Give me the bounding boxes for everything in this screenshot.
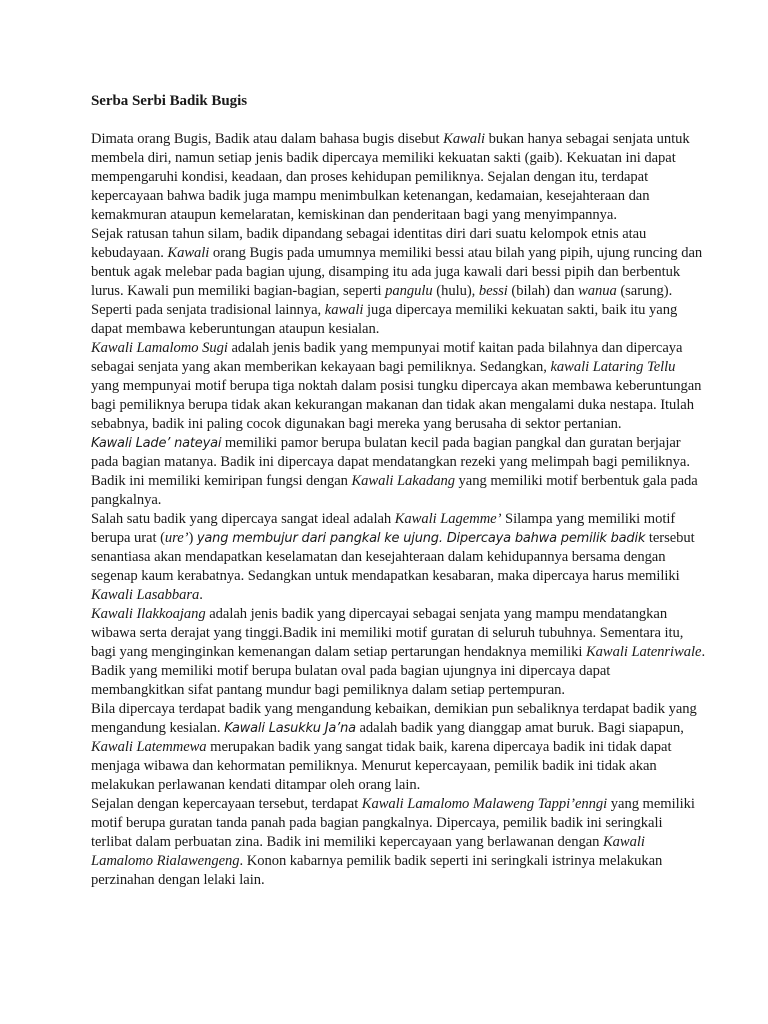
italic-term: bessi xyxy=(478,283,508,299)
italic-term: kawali Lataring Tellu xyxy=(550,359,676,375)
paragraph xyxy=(91,795,706,890)
italic-term: ure’ xyxy=(164,530,189,546)
text-run: orang Bugis pada umumnya memiliki bessi atau bilah yang pipih, ujung runcing dan bentuk agak melebar pada bagian ujung, disamping itu ada juga kawali dari bessi pipih dan berbentuk lurus. Kawali pun memiliki bagian-bagian, seperti xyxy=(91,245,703,299)
italic-term: Kawali Ilakkoajang xyxy=(91,606,206,622)
text-run: . Badik yang memiliki motif berupa bulatan oval pada bagian ujungnya ini dipercaya dapat membangkitkan sifat pantang mundur bagi pemiliknya dalam setiap pertempuran. xyxy=(91,644,706,698)
paragraph xyxy=(91,339,706,434)
text-run: (sarung). Seperti pada senjata tradisional lainnya, xyxy=(91,283,673,318)
text-run: . Konon kabarnya pemilik badik seperti ini seringkali istrinya melakukan perzinahan dengan lelaki lain. xyxy=(91,853,663,888)
paragraph xyxy=(91,130,706,225)
text-run: yang memiliki motif berupa guratan tanda panah pada bagian pangkalnya. Dipercaya, pemilik badik ini seringkali terlibat dalam perbuatan zina. Badik ini memiliki kepercayaan yang berlawanan dengan xyxy=(91,796,695,850)
paragraph xyxy=(91,700,706,795)
paragraph xyxy=(91,510,706,605)
stylized-text: Kawali Lasukku Ja’na xyxy=(224,721,356,736)
text-run: memiliki pamor berupa bulatan kecil pada bagian pangkal dan guratan berjajar pada bagian matanya. Badik ini dipercaya dapat mendatangkan rezeki yang melimpah bagi pemiliknya. Badik ini memiliki kemiripan fungsi dengan xyxy=(91,435,690,489)
paragraph xyxy=(91,225,706,339)
italic-term: kawali xyxy=(324,302,364,318)
text-run: adalah jenis badik yang dipercayai sebagai senjata yang mampu mendatangkan wibawa serta derajat yang tinggi.Badik ini memiliki motif guratan di seluruh tubuhnya. Sementara itu, bagi yang menginginkan kemenangan dalam setiap pertarungan hendaknya memiliki xyxy=(91,606,684,660)
text-run: . xyxy=(199,587,203,603)
text-run: ) xyxy=(188,530,197,546)
text-run: Sejak ratusan tahun silam, badik dipandang sebagai identitas diri dari suatu kelompok etnis atau kebudayaan. xyxy=(91,226,647,261)
italic-term: Kawali xyxy=(167,245,210,261)
italic-term: Kawali Latenriwale xyxy=(585,644,702,660)
text-run: adalah jenis badik yang mempunyai motif kaitan pada bilahnya dan dipercaya sebagai senjata yang akan memberikan kekayaan bagi pemiliknya. Sedangkan, xyxy=(91,340,683,375)
italic-term: Kawali xyxy=(443,131,486,147)
text-run: Dimata orang Bugis, Badik atau dalam bahasa bugis disebut xyxy=(91,131,444,147)
italic-term: pangulu xyxy=(385,283,433,299)
text-run: tersebut senantiasa akan mendapatkan keselamatan dan kesejahteraan dalam kehidupannya bersama dengan segenap kaum kerabatnya. Sedangkan untuk mendapatkan kesabaran, maka dipercaya harus memiliki xyxy=(91,530,695,584)
text-run: Salah satu badik yang dipercaya sangat ideal adalah xyxy=(91,511,395,527)
italic-term: Kawali Lamalomo Malaweng Tappi’enngi xyxy=(361,796,608,812)
stylized-text: yang membujur dari pangkal ke ujung. Dipercaya bahwa pemilik badik xyxy=(196,531,646,546)
italic-term: wanua xyxy=(578,283,617,299)
document-body xyxy=(91,130,706,890)
document-title: Serba Serbi Badik Bugis xyxy=(91,93,247,109)
italic-term: Kawali Lamalomo Sugi xyxy=(91,340,228,356)
document-page xyxy=(91,92,706,890)
italic-term: Kawali Lasabbara xyxy=(91,587,200,603)
paragraph xyxy=(91,434,706,510)
text-run: bukan hanya sebagai senjata untuk membela diri, namun setiap jenis badik dipercaya memiliki kekuatan sakti (gaib). Kekuatan ini dapat mempengaruhi kondisi, keadaan, dan proses kehidupan pemiliknya. Sejalan dengan itu, terdapat kepercayaan bahwa badik juga mampu menimbulkan ketenangan, kedamaian, kesejahteraan dan kemakmuran ataupun kemelaratan, kemiskinan dan penderitaan bagi yang menyimpannya. xyxy=(91,131,690,223)
text-run: Silampa yang memiliki motif berupa urat ( xyxy=(91,511,676,546)
italic-term: Kawali Latemmewa xyxy=(91,739,207,755)
paragraph xyxy=(91,605,706,700)
italic-term: Kawali Lakadang xyxy=(351,473,455,489)
text-run: (bilah) dan xyxy=(507,283,579,299)
text-run: juga dipercaya memiliki kekuatan sakti, baik itu yang dapat membawa keberuntungan ataupun kesialan. xyxy=(91,302,678,337)
text-run: Bila dipercaya terdapat badik yang mengandung kebaikan, demikian pun sebaliknya terdapat badik yang mengandung kesialan. xyxy=(91,701,697,736)
stylized-text: Kawali Lade’ nateyai xyxy=(91,436,222,451)
text-run: Sejalan dengan kepercayaan tersebut, terdapat xyxy=(91,796,362,812)
text-run: yang mempunyai motif berupa tiga noktah dalam posisi tungku dipercaya akan membawa keberuntungan bagi pemiliknya berupa tidak akan kekurangan makanan dan tidak akan mengalami duka nestapa. Itulah sebabnya, badik ini paling cocok digunakan bagi mereka yang berusaha di sektor pertanian. xyxy=(91,378,702,432)
text-run: (hulu), xyxy=(432,283,479,299)
italic-term: Kawali Lamalomo Rialawengeng xyxy=(91,834,645,869)
italic-term: Kawali Lagemme’ xyxy=(394,511,502,527)
text-run: yang memiliki motif berbentuk gala pada pangkalnya. xyxy=(91,473,698,508)
text-run: adalah badik yang dianggap amat buruk. Bagi siapapun, xyxy=(355,720,684,736)
text-run: merupakan badik yang sangat tidak baik, karena dipercaya badik ini tidak dapat menjaga wibawa dan kehormatan pemiliknya. Menurut kepercayaan, pemilik badik ini tidak akan melakukan perlawanan kendati ditampar oleh orang lain. xyxy=(91,739,672,793)
